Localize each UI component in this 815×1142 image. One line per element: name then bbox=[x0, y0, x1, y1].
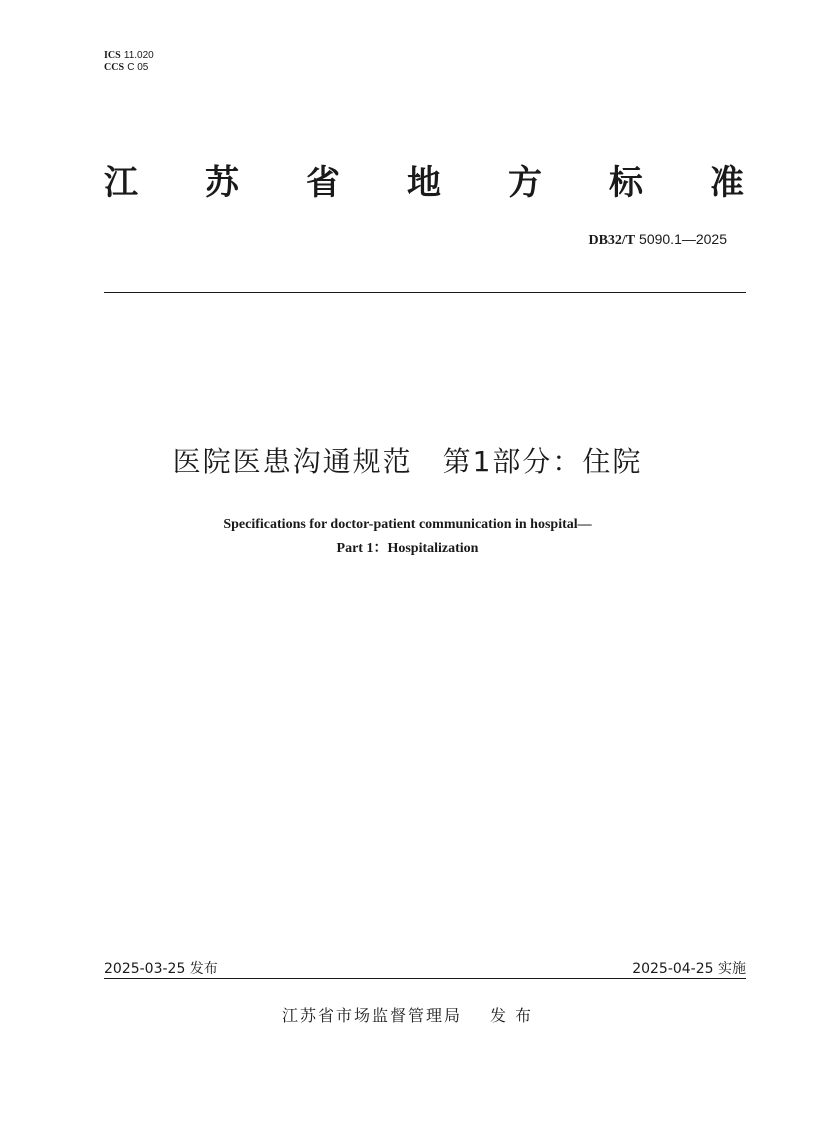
heading-char: 方 bbox=[508, 163, 542, 203]
heading-char: 地 bbox=[407, 163, 441, 203]
ics-value: 11.020 bbox=[123, 50, 154, 61]
document-title-cn: 医院医患沟通规范 第1部分：住院 bbox=[172, 445, 643, 478]
ics-label: ICS bbox=[104, 50, 121, 61]
heading-char: 苏 bbox=[205, 163, 239, 203]
document-number-prefix: DB32/T bbox=[588, 233, 636, 248]
heading-char: 标 bbox=[609, 163, 643, 203]
bottom-divider bbox=[104, 978, 746, 979]
ccs-code bbox=[104, 62, 154, 74]
title-en-line1: Specifications for doctor-patient communication in hospital— bbox=[223, 517, 592, 532]
issuing-authority bbox=[0, 1003, 815, 1026]
implementation-date: 2025-04-25 实施 bbox=[632, 961, 746, 977]
title-en-line2: Part 1：Hospitalization bbox=[336, 541, 479, 556]
issuer-action: 发 布 bbox=[489, 1006, 534, 1025]
top-divider bbox=[104, 292, 746, 293]
issuer-name: 江苏省市场监督管理局 bbox=[281, 1006, 462, 1025]
ccs-value: C 05 bbox=[127, 62, 149, 73]
heading-char: 准 bbox=[710, 163, 744, 203]
standard-type-heading bbox=[104, 158, 744, 208]
release-date: 2025-03-25 发布 bbox=[104, 961, 218, 977]
heading-char: 省 bbox=[306, 163, 340, 203]
heading-char: 江 bbox=[104, 163, 138, 203]
document-title-en bbox=[0, 513, 815, 561]
ccs-label: CCS bbox=[104, 62, 125, 73]
document-number-value: 5090.1—2025 bbox=[635, 231, 727, 247]
classification-codes bbox=[104, 50, 154, 74]
ics-code bbox=[104, 50, 154, 62]
document-number bbox=[588, 231, 727, 249]
